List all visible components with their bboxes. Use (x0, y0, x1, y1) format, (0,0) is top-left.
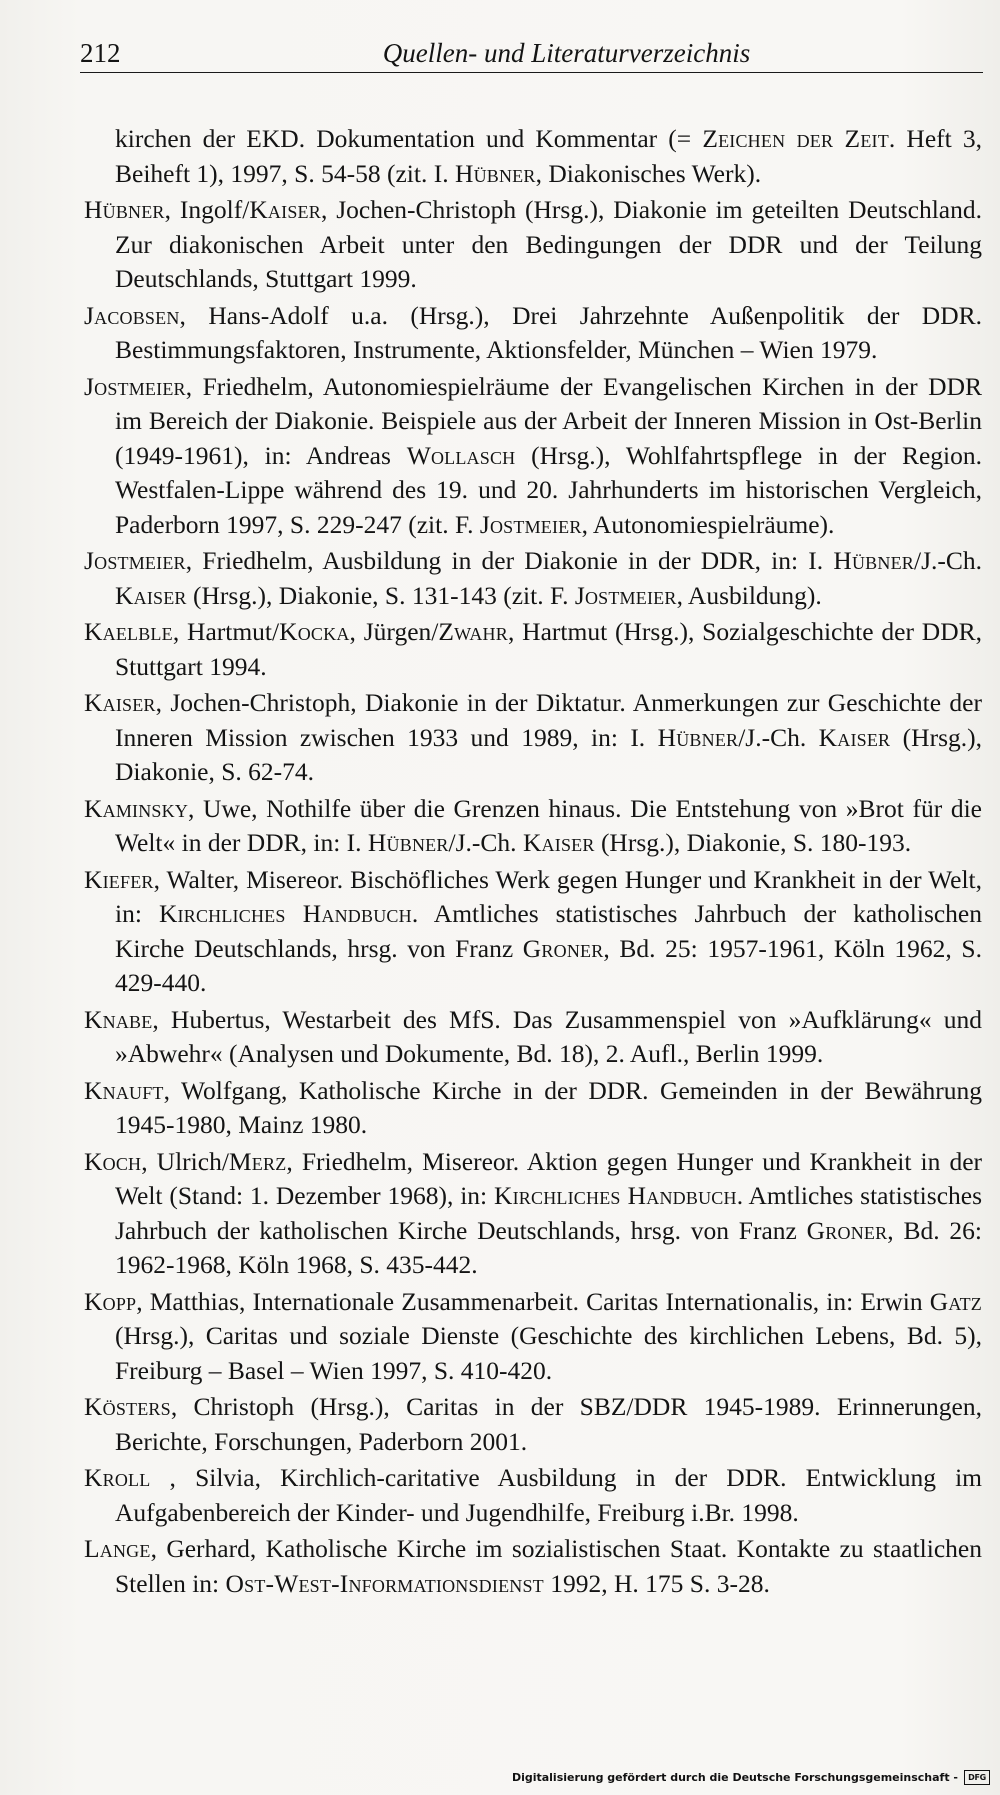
page-header (80, 36, 983, 73)
bibliography-entry: Kaminsky, Uwe, Nothilfe über die Grenzen hinaus. Die Entstehung von »Brot für die Welt« in der DDR, in: I. Hübner/J.-Ch. Kaiser (Hrsg.), Diakonie, S. 180-193. (84, 793, 982, 857)
bibliography-entry-continued: kirchen der EKD. Dokumentation und Kommentar (= Zeichen der Zeit. Heft 3, Beiheft 1), 1997, S. 54-58 (zit. I. Hübner, Diakonisches Werk). (115, 124, 983, 188)
bibliography-entry: Kaelble, Hartmut/Kocka, Jürgen/Zwahr, Hartmut (Hrsg.), Sozialgeschichte der DDR, Stuttgart 1994. (84, 617, 983, 681)
bibliography-entry: Kösters, Christoph (Hrsg.), Caritas in der SBZ/DDR 1945-1989. Erinnerungen, Berichte, Forschungen, Paderborn 2001. (84, 1392, 982, 1456)
bibliography-entry: Jostmeier, Friedhelm, Autonomiespielräume der Evangelischen Kirchen in der DDR im Bereich der Diakonie. Beispiele aus der Arbeit der Inneren Mission in Ost-Berlin (1949-1961), in: Andreas Wollasch (Hrsg.), Wohlfahrtspflege in der Region. Westfalen-Lippe während des 19. und 20. Jahrhunderts im historischen Vergleich, Paderborn 1997, S. 229-247 (zit. F. Jostmeier, Autonomiespielräume). (84, 371, 982, 539)
bibliography-entry: Kiefer, Walter, Misereor. Bischöfliches Werk gegen Hunger und Krankheit in der Welt, in: Kirchliches Handbuch. Amtliches statistisches Jahrbuch der katholischen Kirche Deutschlands, hrsg. von Franz Groner, Bd. 25: 1957-1961, Köln 1962, S. 429-440. (84, 864, 982, 997)
bibliography-entry: Jostmeier, Friedhelm, Ausbildung in der Diakonie in der DDR, in: I. Hübner/J.-Ch. Kaiser (Hrsg.), Diakonie, S. 131-143 (zit. F. Jostmeier, Ausbildung). (84, 546, 982, 610)
bibliography-entry: Hübner, Ingolf/Kaiser, Jochen-Christoph (Hrsg.), Diakonie im geteilten Deutschland. Zur diakonischen Arbeit unter den Bedingungen der DDR und der Teilung Deutschlands, Stuttgart 1999. (84, 195, 982, 293)
bibliography-entry: Jacobsen, Hans-Adolf u.a. (Hrsg.), Drei Jahrzehnte Außenpolitik der DDR. Bestimmungsfaktoren, Instrumente, Aktionsfelder, München – Wien 1979. (84, 300, 982, 364)
bibliography-entry: Kroll , Silvia, Kirchlich-caritative Ausbildung in der DDR. Entwicklung im Aufgabenbereich der Kinder- und Jugendhilfe, Freiburg i.Br. 1998. (84, 1463, 982, 1527)
bibliography-entry: Knabe, Hubertus, Westarbeit des MfS. Das Zusammenspiel von »Aufklärung« und »Abwehr« (Analysen und Dokumente, Bd. 18), 2. Aufl., Berlin 1999. (84, 1004, 982, 1068)
bibliography-entry: Kaiser, Jochen-Christoph, Diakonie in der Diktatur. Anmerkungen zur Geschichte der Inneren Mission zwischen 1933 und 1989, in: I. Hübner/J.-Ch. Kaiser (Hrsg.), Diakonie, S. 62-74. (84, 688, 982, 786)
bibliography-entry: Kopp, Matthias, Internationale Zusammenarbeit. Caritas Internationalis, in: Erwin Gatz (Hrsg.), Caritas und soziale Dienste (Geschichte des kirchlichen Lebens, Bd. 5), Freiburg – Basel – Wien 1997, S. 410-420. (84, 1286, 982, 1385)
running-title: Quellen- und Literaturverzeichnis (382, 38, 751, 68)
footer-credit: Digitalisierung gefördert durch die Deutsche Forschungsgemeinschaft - (511, 1771, 958, 1784)
page-number: 212 (80, 38, 121, 68)
bibliography-entry: Lange, Gerhard, Katholische Kirche im sozialistischen Staat. Kontakte zu staatlichen Stellen in: Ost-West-Informationsdienst 1992, H. 175 S. 3-28. (84, 1534, 982, 1598)
bibliography-list (84, 122, 982, 1603)
dfg-logo-icon: DFG (964, 1770, 990, 1785)
bibliography-entry: Knauft, Wolfgang, Katholische Kirche in der DDR. Gemeinden in der Bewährung 1945-1980, Mainz 1980. (84, 1075, 982, 1139)
digitization-footer (512, 1770, 990, 1785)
bibliography-entry: Koch, Ulrich/Merz, Friedhelm, Misereor. Aktion gegen Hunger und Krankheit in der Welt (Stand: 1. Dezember 1968), in: Kirchliches Handbuch. Amtliches statistisches Jahrbuch der katholischen Kirche Deutschlands, hrsg. von Franz Groner, Bd. 26: 1962-1968, Köln 1968, S. 435-442. (84, 1146, 983, 1279)
